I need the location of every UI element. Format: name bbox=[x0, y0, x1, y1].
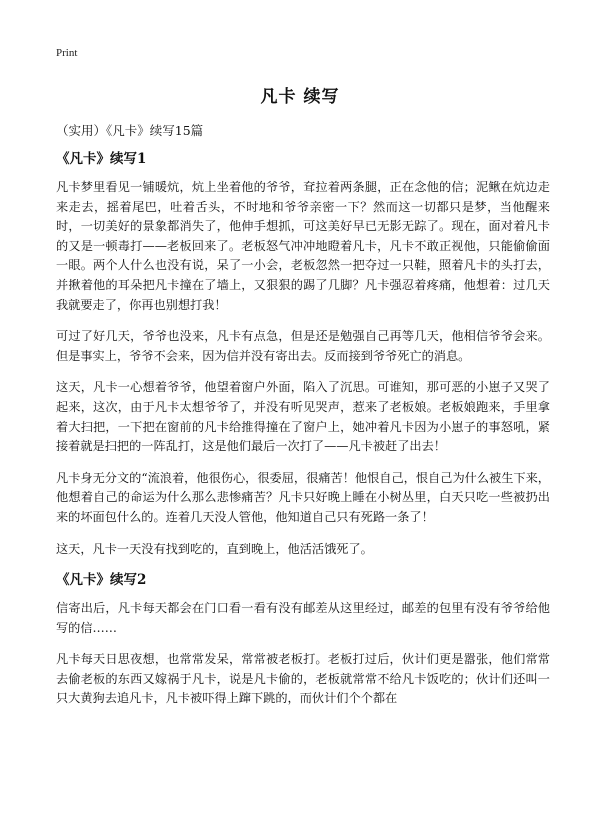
print-link[interactable]: Print bbox=[56, 47, 78, 59]
paragraph: 信寄出后，凡卡每天都会在门口看一看有没有邮差从这里经过，邮差的包里有没有爷爷给他写的信…… bbox=[56, 601, 550, 635]
paragraph: 凡卡梦里看见一铺暖炕，炕上坐着他的爷爷，耷拉着两条腿，正在念他的信；泥鳅在炕边走来走去，摇着尾巴，吐着舌头，不时地和爷爷亲密一下？然而这一切都只是梦，当他醒来时，一切美好的景象都消失了，他伸手想抓，可这美好早已无影无踪了。现在，面对着凡卡的又是一顿毒打——老板回来了。老板怒气冲冲地瞪着凡卡，凡卡不敢正视他，只能偷偷面一眼。两个人什么也没有说，呆了一小会，老板忽然一把夺过一只鞋，照着凡卡的头打去，并揪着他的耳朵把凡卡撞在了墙上，又狠狠的踢了几脚？凡卡强忍着疼痛，他想着：过几天我就要走了，你再也别想打我！ bbox=[56, 180, 550, 312]
section-heading: 《凡卡》续写2 bbox=[56, 572, 147, 589]
section-1 bbox=[56, 150, 550, 559]
paragraph: 可过了好几天，爷爷也没来，凡卡有点急，但是还是勉强自己再等几天，他相信爷爷会来。但是事实上，爷爷不会来，因为信并没有寄出去。反而接到爷爷死亡的消息。 bbox=[56, 329, 550, 363]
document-subtitle: （实用）《凡卡》续写15篇 bbox=[56, 123, 204, 138]
paragraph: 这天，凡卡一天没有找到吃的，直到晚上，他活活饿死了。 bbox=[56, 541, 373, 556]
paragraph: 凡卡身无分文的“流浪着，他很伤心，很委屈，很痛苦！他恨自己，恨自己为什么被生下来，他想着自己的命运为什么那么悲惨痛苦？凡卡只好晚上睡在小树丛里，白天只吃一些被扔出来的坏面包什么的。连着几天没人管他，他知道自己只有死路一条了！ bbox=[56, 470, 550, 524]
paragraph: 这天，凡卡一心想着爷爷，他望着窗户外面，陷入了沉思。可谁知，那可恶的小崽子又哭了起来，这次，由于凡卡太想爷爷了，并没有听见哭声，惹来了老板娘。老板娘跑来，手里拿着大扫把，一下把在窗前的凡卡给推得撞在了窗户上，她冲着凡卡因为小崽子的事怒吼，紧接着就是扫把的一阵乱打，这是他们最后一次打了——凡卡被赶了出去！ bbox=[56, 380, 550, 454]
page-title: 凡卡 续写 bbox=[260, 87, 340, 107]
section-2 bbox=[56, 571, 550, 709]
paragraph: 凡卡每天日思夜想，也常常发呆，常常被老板打。老板打过后，伙计们更是嚣张，他们常常去偷老板的东西又嫁祸于凡卡，说是凡卡偷的，老板就常常不给凡卡饭吃的；伙计们还叫一只大黄狗去追凡卡，凡卡被吓得上蹿下跳的，而伙计们个个都在 bbox=[56, 652, 550, 706]
document-body bbox=[56, 150, 550, 721]
section-heading: 《凡卡》续写1 bbox=[56, 151, 147, 167]
